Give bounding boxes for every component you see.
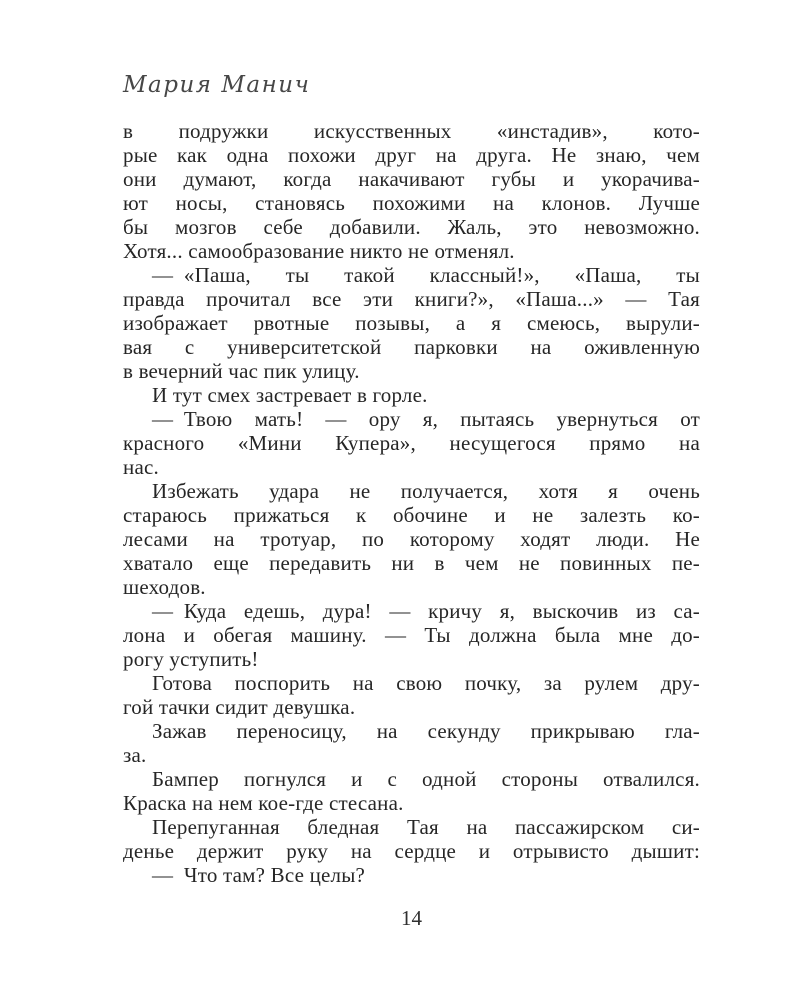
text-line: красного «Мини Купера», несущегося прямо на <box>123 431 700 455</box>
text-line: в подружки искусственных «инстадив», кото- <box>123 119 700 143</box>
text-line: шеходов. <box>123 575 206 599</box>
text-line: нас. <box>123 455 159 479</box>
text-line: — Что там? Все целы? <box>152 863 366 887</box>
paragraph <box>123 263 700 383</box>
text-line: денье держит руку на сердце и отрывисто дышит: <box>123 839 700 863</box>
text-line: бы мозгов себе добавили. Жаль, это невозможно. <box>123 215 700 239</box>
text-line: Избежать удара не получается, хотя я очень <box>152 479 700 503</box>
paragraph <box>123 719 700 767</box>
text-line: Готова поспорить на свою почку, за рулем дру- <box>152 671 700 695</box>
paragraph <box>123 863 700 887</box>
text-line: вая с университетской парковки на оживленную <box>123 335 700 359</box>
text-line: ют носы, становясь похожими на клонов. Лучше <box>123 191 700 215</box>
text-line: правда прочитал все эти книги?», «Паша...» — Тая <box>123 287 700 311</box>
text-line: Бампер погнулся и с одной стороны отвалился. <box>152 767 700 791</box>
paragraph <box>123 479 700 599</box>
text-line: рогу уступить! <box>123 647 259 671</box>
text-line: они думают, когда накачивают губы и укорачива- <box>123 167 700 191</box>
text-line: — Твою мать! — ору я, пытаясь увернуться от <box>152 407 700 431</box>
paragraph <box>123 599 700 671</box>
paragraph <box>123 119 700 263</box>
text-line: Краска на нем кое-где стесана. <box>123 791 404 815</box>
paragraph <box>123 671 700 719</box>
paragraph <box>123 407 700 479</box>
text-line: Зажав переносицу, на секунду прикрываю гла- <box>152 719 700 743</box>
text-line: Хотя... самообразование никто не отменял. <box>123 239 515 263</box>
text-line: рые как одна похожи друг на друга. Не знаю, чем <box>123 143 700 167</box>
paragraph <box>123 815 700 863</box>
text-line: — «Паша, ты такой классный!», «Паша, ты <box>152 263 700 287</box>
text-line: изображает рвотные позывы, а я смеюсь, вырули- <box>123 311 700 335</box>
text-line: лона и обегая машину. — Ты должна была мне до- <box>123 623 700 647</box>
text-line: гой тачки сидит девушка. <box>123 695 356 719</box>
running-header-author: Мария Манич <box>123 72 311 98</box>
text-line: хватало еще передавить ни в чем не повинных пе- <box>123 551 700 575</box>
text-line: в вечерний час пик улицу. <box>123 359 360 383</box>
text-line: за. <box>123 743 147 767</box>
text-line: И тут смех застревает в горле. <box>152 383 428 407</box>
text-line: Перепуганная бледная Тая на пассажирском си- <box>152 815 700 839</box>
paragraph <box>123 767 700 815</box>
text-line: — Куда едешь, дура! — кричу я, выскочив из са- <box>152 599 700 623</box>
page-number: 14 <box>401 906 422 930</box>
paragraph <box>123 383 700 407</box>
text-line: стараюсь прижаться к обочине и не залезть ко- <box>123 503 700 527</box>
page-body <box>123 119 700 887</box>
text-line: лесами на тротуар, по которому ходят люди. Не <box>123 527 700 551</box>
